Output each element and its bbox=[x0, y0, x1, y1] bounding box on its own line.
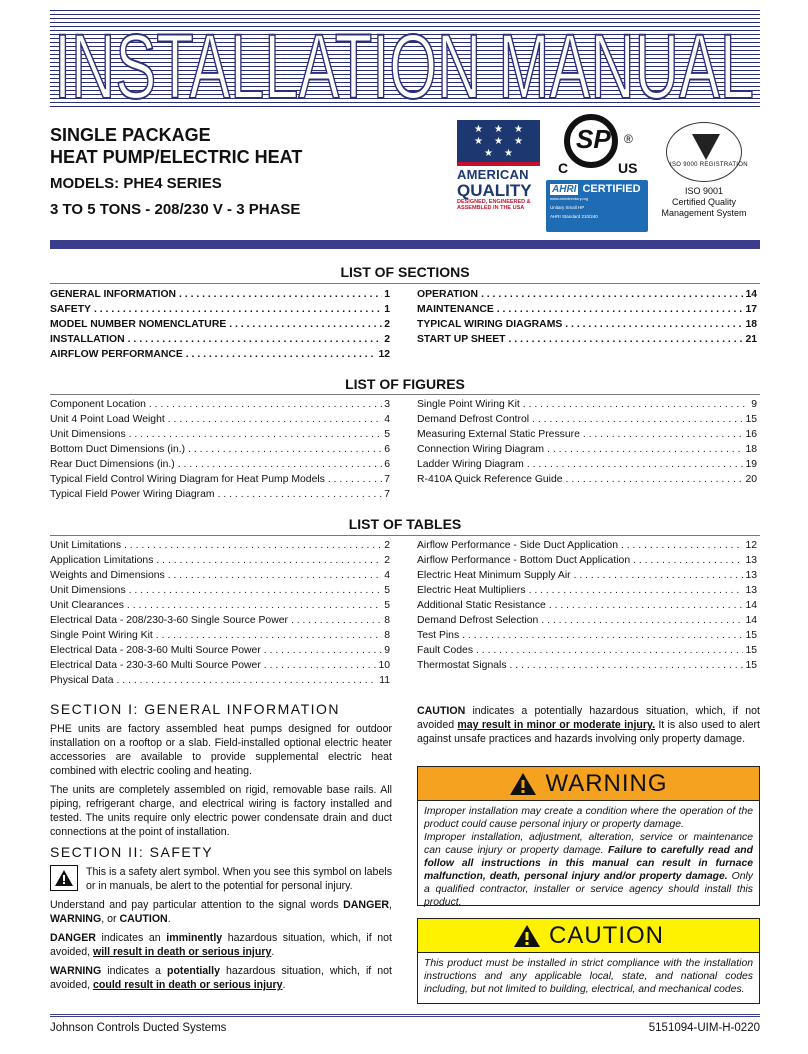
toc-leader-dots bbox=[507, 658, 744, 673]
product-title-block bbox=[50, 124, 430, 220]
toc-entry-label: Component Location bbox=[50, 399, 146, 410]
safety-alert-text: This is a safety alert symbol. When you see this symbol on labels or in manuals, be alert to the potential for personal injury. bbox=[86, 866, 392, 892]
stars-flag-icon: ★ ★ ★ ★ ★ ★ ★ ★ bbox=[457, 120, 540, 162]
toc-entry-label: Demand Defrost Control bbox=[417, 414, 530, 425]
toc-leader-dots bbox=[546, 598, 744, 613]
tables-rule bbox=[50, 535, 760, 536]
toc-entry-label: OPERATION bbox=[417, 289, 478, 300]
toc-entry-label: INSTALLATION bbox=[50, 334, 125, 345]
toc-entry-page: 15 bbox=[745, 645, 757, 656]
toc-entry bbox=[50, 568, 390, 583]
toc-entry-label: Unit Dimensions bbox=[50, 429, 126, 440]
toc-leader-dots bbox=[153, 628, 382, 643]
toc-leader-dots bbox=[175, 457, 382, 472]
toc-entry-page: 2 bbox=[384, 540, 390, 551]
ahri-small-1: Unitary Small HP bbox=[550, 205, 585, 210]
toc-entry-page: 15 bbox=[745, 630, 757, 641]
toc-entry-page: 9 bbox=[384, 645, 390, 656]
sections-rule bbox=[50, 283, 760, 284]
toc-leader-dots bbox=[126, 583, 383, 598]
toc-entry bbox=[417, 317, 757, 332]
toc-entry-page: 8 bbox=[384, 615, 390, 626]
toc-leader-dots bbox=[538, 613, 743, 628]
toc-entry bbox=[417, 332, 757, 347]
toc-entry-page: 2 bbox=[384, 334, 390, 345]
figures-rule bbox=[50, 394, 760, 395]
toc-entry-page: 3 bbox=[384, 399, 390, 410]
toc-entry-page: 1 bbox=[384, 304, 390, 315]
toc-entry bbox=[50, 317, 390, 332]
toc-entry bbox=[417, 613, 757, 628]
toc-entry-page: 10 bbox=[378, 660, 390, 671]
toc-entry-page: 2 bbox=[384, 319, 390, 330]
toc-entry-label: Airflow Performance - Bottom Duct Application bbox=[417, 555, 631, 566]
toc-entry bbox=[417, 583, 757, 598]
toc-entry-page: 5 bbox=[384, 600, 390, 611]
toc-leader-dots bbox=[288, 613, 382, 628]
toc-leader-dots bbox=[563, 472, 744, 487]
toc-entry-page: 6 bbox=[384, 444, 390, 455]
tables-heading: LIST OF TABLES bbox=[348, 516, 462, 532]
toc-entry bbox=[50, 457, 390, 472]
toc-leader-dots bbox=[562, 317, 743, 332]
csa-registered: ® bbox=[624, 132, 633, 146]
toc-leader-dots bbox=[215, 487, 383, 502]
toc-leader-dots bbox=[520, 397, 749, 412]
toc-entry-page: 1 bbox=[384, 289, 390, 300]
toc-entry-page: 18 bbox=[745, 444, 757, 455]
ahri-certified-logo bbox=[546, 180, 648, 232]
toc-entry-label: START UP SHEET bbox=[417, 334, 506, 345]
iso-arc-text: ISO 9000 REGISTRATION bbox=[670, 162, 748, 168]
sections-heading: LIST OF SECTIONS bbox=[340, 264, 470, 280]
toc-leader-dots bbox=[261, 643, 382, 658]
danger-paragraph: DANGER indicates an imminently hazardous situation, which, if not avoided, will result in death or serious injury. bbox=[50, 932, 392, 958]
banner-title-svg bbox=[50, 10, 760, 108]
safety-alert-icon bbox=[50, 865, 78, 891]
toc-leader-dots bbox=[165, 412, 382, 427]
toc-entry-label: Demand Defrost Selection bbox=[417, 615, 539, 626]
toc-entry-page: 13 bbox=[745, 570, 757, 581]
toc-entry bbox=[50, 397, 390, 412]
footer-right: 5151094-UIM-H-0220 bbox=[648, 1022, 760, 1034]
footer-rule bbox=[50, 1014, 760, 1018]
toc-entry-label: MAINTENANCE bbox=[417, 304, 494, 315]
caution-header bbox=[418, 919, 759, 953]
toc-entry-page: 21 bbox=[745, 334, 757, 345]
toc-entry-label: AIRFLOW PERFORMANCE bbox=[50, 349, 183, 360]
toc-entry-page: 19 bbox=[745, 459, 757, 470]
toc-entry bbox=[50, 613, 390, 628]
toc-entry-label: Single Point Wiring Kit bbox=[50, 630, 153, 641]
toc-leader-dots bbox=[580, 427, 744, 442]
toc-leader-dots bbox=[571, 568, 744, 583]
warning-title: WARNING bbox=[545, 769, 668, 797]
aq-sub-1: DESIGNED, ENGINEERED & bbox=[457, 199, 531, 205]
toc-entry bbox=[417, 412, 757, 427]
toc-entry-label: Physical Data bbox=[50, 675, 114, 686]
toc-entry bbox=[50, 287, 390, 302]
caution-box bbox=[417, 918, 760, 1004]
caution-title: CAUTION bbox=[549, 921, 664, 949]
csa-us: US bbox=[618, 160, 638, 176]
signal-words-paragraph: Understand and pay particular attention to the signal words DANGER, WARNING, or CAUTION. bbox=[50, 899, 392, 925]
toc-entry-page: 12 bbox=[745, 540, 757, 551]
aq-quality: QUALITY bbox=[457, 181, 532, 200]
toc-entry bbox=[50, 487, 390, 502]
toc-entry bbox=[417, 538, 757, 553]
iso-line-2: Certified Quality bbox=[671, 197, 737, 207]
csa-mark-icon: SP bbox=[576, 124, 611, 154]
models-line: MODELS: PHE4 SERIES bbox=[50, 175, 222, 192]
toc-entry-label: Weights and Dimensions bbox=[50, 570, 165, 581]
toc-entry-label: Electrical Data - 208-3-60 Multi Source Power bbox=[50, 645, 261, 656]
toc-entry-page: 18 bbox=[745, 319, 757, 330]
toc-entry-label: Unit Limitations bbox=[50, 540, 122, 551]
toc-entry-page: 17 bbox=[745, 304, 757, 315]
toc-entry-label: Ladder Wiring Diagram bbox=[417, 459, 524, 470]
title-line-2: HEAT PUMP/ELECTRIC HEAT bbox=[50, 147, 303, 167]
toc-entry-page: 7 bbox=[384, 474, 390, 485]
toc-leader-dots bbox=[121, 538, 382, 553]
safety-alert-row bbox=[50, 865, 392, 893]
toc-leader-dots bbox=[114, 673, 378, 688]
warning-paragraph: WARNING indicates a potentially hazardous situation, which, if not avoided, could result in death or serious injury. bbox=[50, 965, 392, 991]
toc-leader-dots bbox=[153, 553, 382, 568]
left-column bbox=[50, 702, 392, 997]
iso-triangle-icon bbox=[692, 134, 720, 160]
toc-entry-label: SAFETY bbox=[50, 304, 91, 315]
section-1-paragraph-1: PHE units are factory assembled heat pumps designed for outdoor installation on a rooftop or a slab. Field-installed optional electric heater accessories are available to provide supplemental electric heat combined with electric cooling and heating. bbox=[50, 723, 392, 777]
toc-entry-label: Unit Clearances bbox=[50, 600, 124, 611]
toc-entry bbox=[417, 397, 757, 412]
figures-list-left bbox=[50, 397, 390, 502]
toc-leader-dots bbox=[226, 317, 382, 332]
figures-list-right bbox=[417, 397, 757, 487]
toc-entry-label: R-410A Quick Reference Guide bbox=[417, 474, 563, 485]
toc-entry bbox=[50, 412, 390, 427]
title-line-1: SINGLE PACKAGE bbox=[50, 125, 211, 145]
toc-entry-label: Electric Heat Multipliers bbox=[417, 585, 526, 596]
caution-definition: CAUTION indicates a potentially hazardous situation, which, if not avoided may result in minor or moderate injury. It is also used to alert against unsafe practices and hazards involving only property damage. bbox=[417, 705, 760, 745]
toc-entry-page: 4 bbox=[384, 414, 390, 425]
figures-heading: LIST OF FIGURES bbox=[345, 376, 465, 392]
toc-entry bbox=[417, 658, 757, 673]
toc-leader-dots bbox=[125, 332, 383, 347]
toc-entry bbox=[50, 673, 390, 688]
toc-leader-dots bbox=[183, 347, 377, 362]
toc-entry-label: Single Point Wiring Kit bbox=[417, 399, 520, 410]
ahri-mark: AHRI bbox=[552, 183, 577, 195]
toc-entry-page: 14 bbox=[745, 600, 757, 611]
warning-body bbox=[418, 801, 759, 913]
toc-entry-page: 7 bbox=[384, 489, 390, 500]
toc-entry bbox=[50, 643, 390, 658]
toc-leader-dots bbox=[524, 457, 744, 472]
warning-header bbox=[418, 767, 759, 801]
toc-leader-dots bbox=[176, 287, 382, 302]
toc-entry-page: 2 bbox=[384, 555, 390, 566]
toc-entry-page: 20 bbox=[745, 474, 757, 485]
toc-leader-dots bbox=[630, 553, 743, 568]
section-1-paragraph-2: The units are completely assembled on rigid, removable base rails. All piping, refrigerant charge, and electrical wiring is factory installed and tested. The units require only electric power condensate drain and duct connections at the point of installation. bbox=[50, 784, 392, 838]
footer bbox=[50, 1022, 760, 1034]
toc-entry-label: GENERAL INFORMATION bbox=[50, 289, 177, 300]
toc-entry bbox=[50, 302, 390, 317]
title-banner bbox=[50, 10, 760, 108]
sections-list-right bbox=[417, 287, 757, 347]
toc-entry-label: Electric Heat Minimum Supply Air bbox=[417, 570, 571, 581]
toc-entry-label: Thermostat Signals bbox=[417, 660, 507, 671]
toc-entry bbox=[417, 598, 757, 613]
section-1-title: SECTION I: GENERAL INFORMATION bbox=[50, 701, 341, 717]
toc-entry-label: Application Limitations bbox=[50, 555, 154, 566]
toc-entry-label: Unit Dimensions bbox=[50, 585, 126, 596]
toc-leader-dots bbox=[261, 658, 377, 673]
toc-entry-page: 11 bbox=[379, 675, 390, 686]
toc-entry-page: 13 bbox=[745, 585, 757, 596]
toc-entry-page: 6 bbox=[384, 459, 390, 470]
warning-p2: Improper installation, adjustment, alteration, service or maintenance can cause injury or property damage. Failure to carefully read and follow all instructions in this manual can result in furnace malfunction, death, personal injury and/or property damage. Only a qualified contractor, installer or service agency should install this product. bbox=[424, 832, 753, 908]
toc-entry bbox=[50, 628, 390, 643]
toc-leader-dots bbox=[506, 332, 744, 347]
toc-leader-dots bbox=[544, 442, 743, 457]
ahri-url: www.ahridirectory.org bbox=[550, 196, 589, 201]
sections-list-left bbox=[50, 287, 390, 362]
toc-leader-dots bbox=[529, 412, 743, 427]
warning-triangle-icon bbox=[509, 772, 537, 796]
toc-entry bbox=[50, 347, 390, 362]
toc-leader-dots bbox=[526, 583, 744, 598]
toc-entry-page: 15 bbox=[745, 414, 757, 425]
toc-entry-label: Connection Wiring Diagram bbox=[417, 444, 545, 455]
toc-entry-label: Typical Field Power Wiring Diagram bbox=[50, 489, 215, 500]
toc-entry bbox=[50, 332, 390, 347]
toc-entry bbox=[50, 658, 390, 673]
toc-leader-dots bbox=[146, 397, 382, 412]
csa-c: C bbox=[558, 160, 569, 176]
toc-entry bbox=[417, 472, 757, 487]
csa-logo bbox=[546, 114, 646, 180]
toc-leader-dots bbox=[165, 568, 382, 583]
toc-entry-page: 12 bbox=[378, 349, 390, 360]
banner-title: INSTALLATION MANUAL bbox=[54, 16, 754, 108]
toc-leader-dots bbox=[325, 472, 382, 487]
toc-leader-dots bbox=[473, 643, 743, 658]
toc-leader-dots bbox=[126, 427, 383, 442]
warning-p1: Improper installation may create a condition where the operation of the product could cause personal injury or property damage. bbox=[424, 806, 753, 830]
toc-entry-label: Rear Duct Dimensions (in.) bbox=[50, 459, 175, 470]
toc-entry-page: 14 bbox=[745, 615, 757, 626]
toc-entry bbox=[417, 427, 757, 442]
toc-leader-dots bbox=[185, 442, 382, 457]
toc-entry-label: Unit 4 Point Load Weight bbox=[50, 414, 165, 425]
toc-entry-page: 4 bbox=[384, 570, 390, 581]
toc-entry-label: Measuring External Static Pressure bbox=[417, 429, 580, 440]
ahri-small-2: AHRI Standard 210/240 bbox=[550, 214, 598, 219]
toc-entry-page: 13 bbox=[745, 555, 757, 566]
caution-triangle-icon bbox=[513, 924, 541, 948]
toc-entry-label: Airflow Performance - Side Duct Application bbox=[417, 540, 618, 551]
toc-entry-label: Test Pins bbox=[417, 630, 460, 641]
section-2-title: SECTION II: SAFETY bbox=[50, 844, 214, 860]
toc-entry-label: TYPICAL WIRING DIAGRAMS bbox=[417, 319, 563, 330]
toc-entry-label: Electrical Data - 230-3-60 Multi Source Power bbox=[50, 660, 261, 671]
toc-entry bbox=[417, 643, 757, 658]
toc-entry bbox=[50, 472, 390, 487]
toc-entry bbox=[50, 598, 390, 613]
toc-entry-page: 5 bbox=[384, 585, 390, 596]
toc-entry-label: Fault Codes bbox=[417, 645, 474, 656]
toc-entry-page: 8 bbox=[384, 630, 390, 641]
toc-entry-label: Bottom Duct Dimensions (in.) bbox=[50, 444, 186, 455]
footer-left: Johnson Controls Ducted Systems bbox=[50, 1022, 227, 1034]
aq-american: AMERICAN bbox=[457, 167, 529, 182]
toc-entry bbox=[50, 583, 390, 598]
toc-leader-dots bbox=[494, 302, 744, 317]
iso-line-1: ISO 9001 bbox=[684, 186, 724, 196]
toc-entry-label: Typical Field Control Wiring Diagram for Heat Pump Models bbox=[50, 474, 325, 485]
toc-entry-page: 16 bbox=[745, 429, 757, 440]
toc-entry bbox=[50, 553, 390, 568]
ahri-certified: CERTIFIED bbox=[582, 183, 641, 195]
caution-body: This product must be installed in strict compliance with the installation instructions and any applicable local, state, and national codes including, but not limited to building, electrical, and mechanical codes. bbox=[424, 958, 753, 995]
toc-entry-label: Electrical Data - 208/230-3-60 Single Source Power bbox=[50, 615, 288, 626]
toc-leader-dots bbox=[459, 628, 743, 643]
toc-entry bbox=[417, 568, 757, 583]
toc-entry-page: 15 bbox=[745, 660, 757, 671]
iso-9001-logo bbox=[656, 122, 752, 218]
toc-entry-page: 5 bbox=[384, 429, 390, 440]
tables-list-right bbox=[417, 538, 757, 673]
toc-entry-label: MODEL NUMBER NOMENCLATURE bbox=[50, 319, 227, 330]
toc-entry-label: Additional Static Resistance bbox=[417, 600, 546, 611]
header-divider-bar bbox=[50, 240, 760, 249]
toc-entry bbox=[50, 538, 390, 553]
toc-leader-dots bbox=[124, 598, 382, 613]
warning-box bbox=[417, 766, 760, 906]
toc-entry bbox=[417, 287, 757, 302]
aq-sub-2: ASSEMBLED IN THE USA bbox=[457, 205, 525, 211]
american-quality-logo bbox=[457, 120, 540, 212]
toc-leader-dots bbox=[478, 287, 743, 302]
toc-entry bbox=[417, 628, 757, 643]
toc-entry bbox=[417, 457, 757, 472]
spec-line: 3 TO 5 TONS - 208/230 V - 3 PHASE bbox=[50, 201, 301, 218]
toc-entry-page: 14 bbox=[745, 289, 757, 300]
tables-list-left bbox=[50, 538, 390, 688]
toc-leader-dots bbox=[618, 538, 743, 553]
toc-entry bbox=[50, 442, 390, 457]
iso-line-3: Management System bbox=[661, 208, 747, 218]
toc-entry bbox=[417, 302, 757, 317]
toc-entry bbox=[417, 553, 757, 568]
toc-entry bbox=[417, 442, 757, 457]
toc-entry-page: 9 bbox=[751, 399, 757, 410]
toc-leader-dots bbox=[91, 302, 382, 317]
toc-entry bbox=[50, 427, 390, 442]
